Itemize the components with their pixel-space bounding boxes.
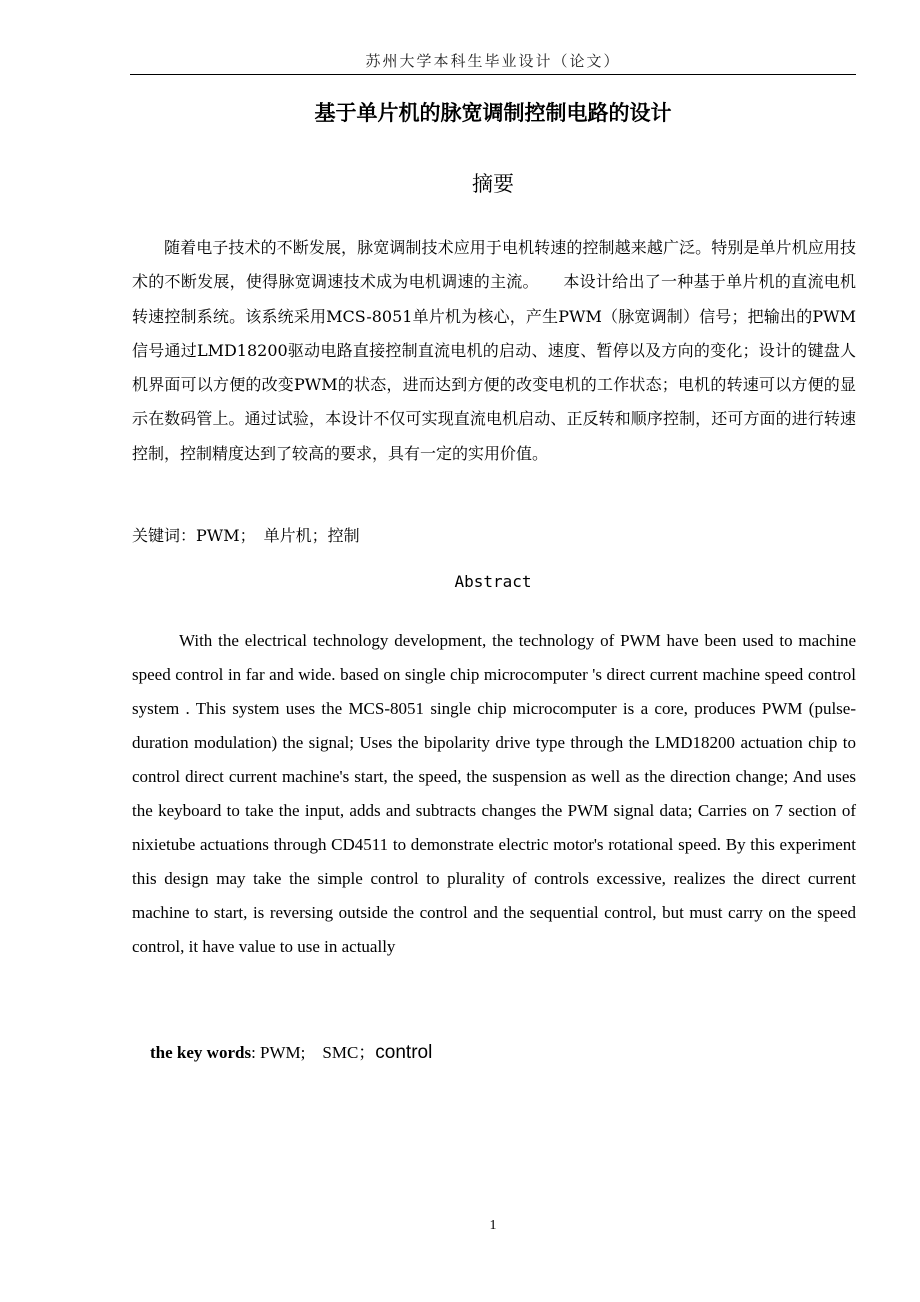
abstract-cn-heading: 摘要 bbox=[472, 172, 514, 196]
page-number: 1 bbox=[489, 1218, 497, 1233]
en-keywords-separator: : bbox=[251, 1043, 261, 1062]
abstract-en-paragraph: With the electrical technology development, the technology of PWM have been used to machine speed control in far and wide. based on single chip microcomputer 's direct current machine speed control system . This system uses the MCS-8051 single chip microcomputer is a core, produces PWM (pulse-duration modulation) the signal; Uses the bipolarity drive type through the LMD18200 actuation chip to control direct current machine's start, the speed, the suspension as well as the direction change; And uses the keyboard to take the input, adds and subtracts changes the PWM signal data; Carries on 7 section of nixietube actuations through CD4511 to demonstrate electric motor's rotational speed. By this experiment this design may take the simple control to plurality of controls excessive, realizes the direct current machine to start, is reversing outside the control and the sequential control, but must carry on the speed control, it have value to use in actually bbox=[132, 631, 856, 956]
en-keywords-value: PWM; SMC； bbox=[260, 1043, 376, 1062]
cn-keywords-label: 关键词： bbox=[132, 526, 197, 545]
abstract-en-heading: Abstract bbox=[454, 572, 532, 591]
header-rule bbox=[130, 74, 856, 75]
running-header: 苏州大学本科生毕业设计（论文） bbox=[365, 52, 621, 70]
cn-keywords bbox=[132, 522, 856, 550]
en-keywords-label: the key words bbox=[150, 1043, 252, 1062]
cn-keywords-value: PWM； 单片机；控制 bbox=[196, 526, 360, 545]
document-title: 基于单片机的脉宽调制控制电路的设计 bbox=[314, 101, 672, 125]
en-keywords-last: control bbox=[375, 1042, 433, 1063]
en-keywords bbox=[150, 1038, 850, 1068]
abstract-cn-paragraph: 随着电子技术的不断发展，脉宽调制技术应用于电机转速的控制越来越广泛。特别是单片机应用技术的不断发展，使得脉宽调速技术成为电机调速的主流。 本设计给出了一种基于单片机的直流电机转速控制系统。该系统采用MCS-8051单片机为核心，产生PWM（脉宽调制）信号；把输出的PWM信号通过LMD18200驱动电路直接控制直流电机的启动、速度、暂停以及方向的变化；设计的键盘人机界面可以方便的改变PWM的状态，进而达到方便的改变电机的工作状态；电机的转速可以方便的显示在数码管上。通过试验，本设计不仅可实现直流电机启动、正反转和顺序控制，还可方面的进行转速控制，控制精度达到了较高的要求，具有一定的实用价值。 bbox=[132, 238, 856, 463]
